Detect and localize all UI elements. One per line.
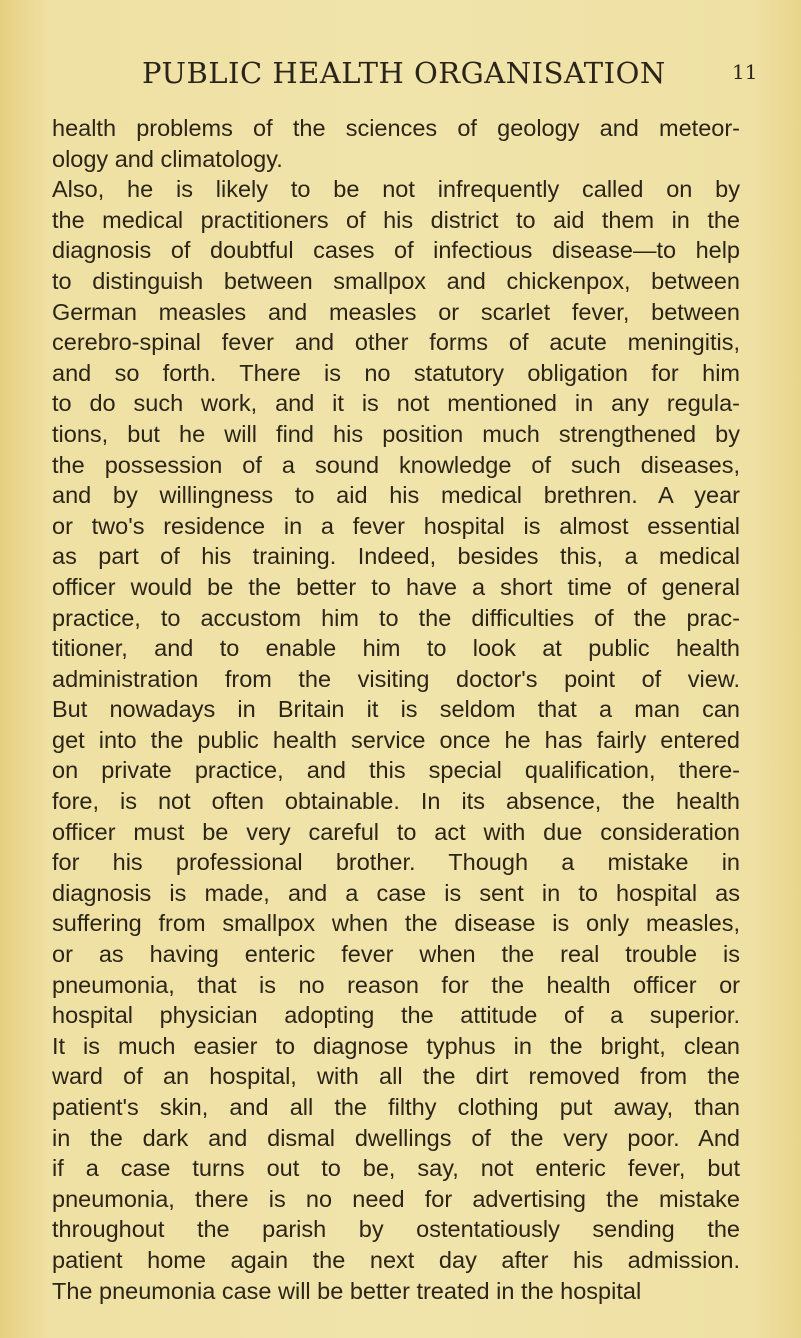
text-line: diagnosis of doubtful cases of infectious disease—to help [52, 237, 740, 264]
text-line: Also, he is likely to be not infrequently called on by [52, 176, 740, 203]
text-line: officer must be very careful to act with due consideration [52, 818, 740, 845]
text-line: as part of his training. Indeed, besides this, a medical [52, 543, 740, 570]
text-line: The pneumonia case will be better treated in the hospital [52, 1277, 642, 1304]
text-line: the possession of a sound knowledge of such diseases, [52, 451, 740, 478]
text-line: diagnosis is made, and a case is sent in to hospital as [52, 879, 740, 906]
text-line: ology and climatology. [52, 145, 283, 172]
text-line: get into the public health service once he has fairly entered [52, 726, 740, 753]
text-line: ward of an hospital, with all the dirt removed from the [52, 1063, 740, 1090]
text-line: for his professional brother. Though a mistake in [52, 849, 740, 876]
text-line: administration from the visiting doctor's point of view. [52, 665, 740, 692]
text-line: titioner, and to enable him to look at public health [52, 635, 740, 662]
text-line: to distinguish between smallpox and chickenpox, between [52, 267, 740, 294]
text-line: patient home again the next day after his admission. [52, 1246, 740, 1273]
body-paragraphs [52, 113, 740, 1306]
running-head-title: PUBLIC HEALTH ORGANISATION [142, 56, 666, 90]
text-line: patient's skin, and all the filthy clothing put away, than [52, 1094, 740, 1120]
text-line: cerebro-spinal fever and other forms of acute meningitis, [52, 329, 740, 356]
text-line: suffering from smallpox when the disease is only measles, [52, 910, 740, 937]
text-line: It is much easier to diagnose typhus in the bright, clean [52, 1032, 740, 1059]
text-line: But nowadays in Britain it is seldom that a man can [52, 696, 740, 723]
text-line: or two's residence in a fever hospital is almost essential [52, 512, 740, 539]
text-line: German measles and measles or scarlet fever, between [52, 298, 740, 325]
text-line: tions, but he will find his position much strengthened by [52, 420, 740, 447]
text-line: practice, to accustom him to the difficulties of the prac- [52, 604, 740, 631]
text-line: officer would be the better to have a short time of general [52, 573, 740, 600]
text-line: hospital physician adopting the attitude of a superior. [52, 1002, 740, 1029]
text-line: fore, is not often obtainable. In its absence, the health [52, 788, 740, 815]
text-line: and by willingness to aid his medical brethren. A year [52, 482, 740, 509]
text-line: the medical practitioners of his district to aid them in the [52, 206, 740, 233]
text-line: to do such work, and it is not mentioned in any regula- [52, 390, 740, 417]
text-line: and so forth. There is no statutory obligation for him [52, 359, 740, 386]
text-line: health problems of the sciences of geology and meteor- [52, 115, 740, 141]
text-line: in the dark and dismal dwellings of the very poor. And [52, 1124, 740, 1151]
text-line: or as having enteric fever when the real trouble is [52, 941, 740, 968]
text-line: if a case turns out to be, say, not enteric fever, but [52, 1155, 740, 1182]
text-line: throughout the parish by ostentatiously sending the [52, 1216, 740, 1243]
page-number: 11 [732, 60, 758, 84]
text-line: pneumonia, that is no reason for the health officer or [52, 971, 740, 998]
text-line: on private practice, and this special qualification, there- [52, 757, 740, 784]
text-line: pneumonia, there is no need for advertising the mistake [52, 1185, 740, 1212]
